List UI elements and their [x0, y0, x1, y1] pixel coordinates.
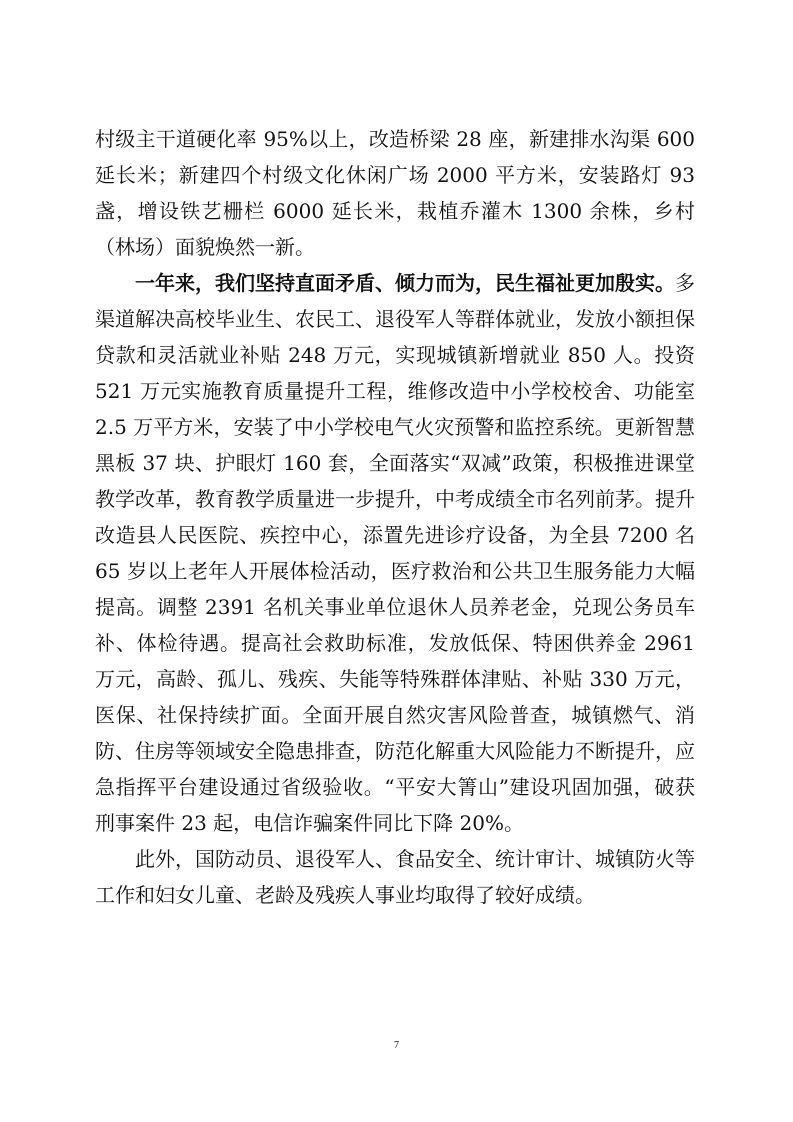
paragraph-continuation: [95, 121, 695, 265]
paragraph-lead-sentence: 一年来，我们坚持直面矛盾、倾力而为，民生福祉更加殷实。: [135, 271, 675, 295]
paragraph-text: 此外，国防动员、退役军人、食品安全、统计审计、城镇防火等工作和妇女儿童、老龄及残疾人事业均取得了较好成绩。: [95, 847, 695, 907]
paragraph-text: 多渠道解决高校毕业生、农民工、退役军人等群体就业，发放小额担保贷款和灵活就业补贴 248 万元，实现城镇新增就业 850 人。投资 521 万元实施教育质量提升工程，维修改造中小学校校舍、功能室 2.5 万平方米，安装了中小学校电气火灾预警和监控系统。更新智慧黑板 37 块、护眼灯 160 套，全面落实“双减”政策，积极推进课堂教学改革，教育教学质量进一步提升，中考成绩全市名列前茅。提升改造县人民医院、疾控中心，添置先进诊疗设备，为全县 7200 名 65 岁以上老年人开展体检活动，医疗救治和公共卫生服务能力大幅提高。调整 2391 名机关事业单位退休人员养老金，兑现公务员车补、体检待遇。提高社会救助标准，发放低保、特困供养金 2961 万元，高龄、孤儿、残疾、失能等特殊群体津贴、补贴 330 万元，医保、社保持续扩面。全面开展自然灾害风险普查，城镇燃气、消防、住房等领域安全隐患排查，防范化解重大风险能力不断提升，应急指挥平台建设通过省级验收。“平安大箐山”建设巩固加强，破获刑事案件 23 起，电信诈骗案件同比下降 20%。: [95, 271, 695, 835]
page-number: 7: [394, 1040, 399, 1051]
paragraph-other-achievements: [95, 841, 695, 913]
body-text: [95, 121, 695, 913]
paragraph-livelihood: [95, 265, 695, 841]
paragraph-text: 村级主干道硬化率 95%以上，改造桥梁 28 座，新建排水沟渠 600 延长米；新建四个村级文化休闲广场 2000 平方米，安装路灯 93 盏，增设铁艺栅栏 6000 延长米，栽植乔灌木 1300 余株，乡村（林场）面貌焕然一新。: [95, 127, 695, 259]
